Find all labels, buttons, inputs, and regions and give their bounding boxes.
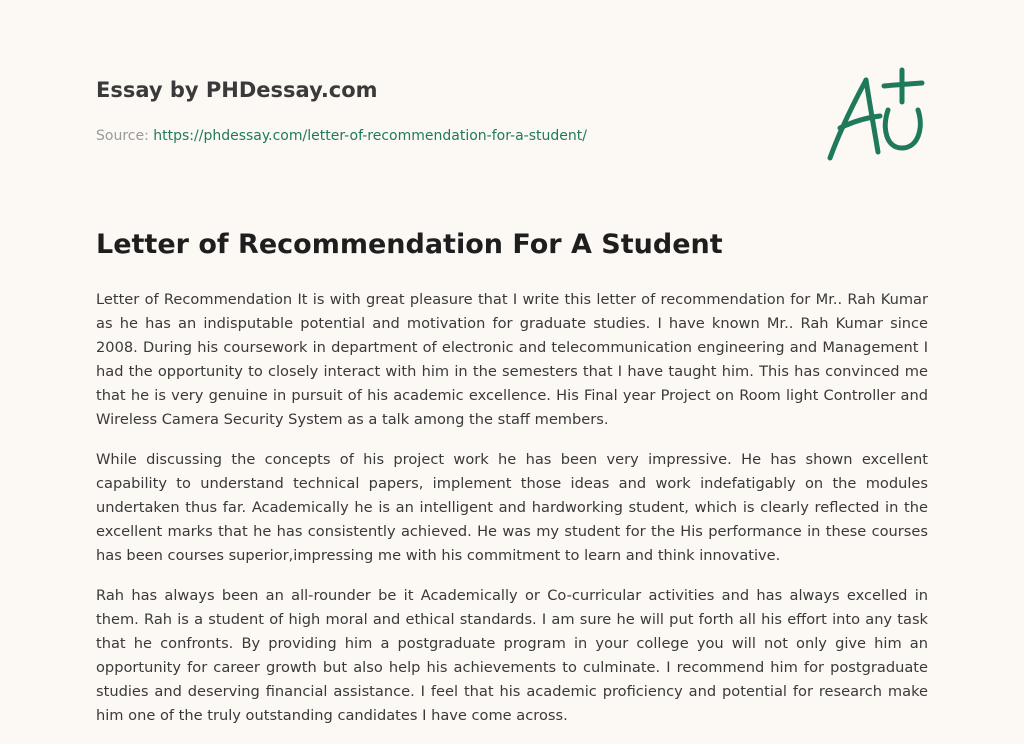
a-plus-logo-icon — [822, 66, 934, 166]
brand-title: Essay by PHDessay.com — [96, 78, 378, 102]
article-body — [96, 288, 928, 728]
source-link[interactable]: https://phdessay.com/letter-of-recommendation-for-a-student/ — [153, 128, 587, 144]
paragraph-2: While discussing the concepts of his project work he has been very impressive. He has shown excellent capability to understand technical papers, implement those ideas and work indefatigably on the modules undertaken thus far. Academically he is an intelligent and hardworking student, which is clearly reflected in the excellent marks that he has consistently achieved. He was my student for the His performance in these courses has been courses superior,impressing me with his commitment to learn and think innovative. — [96, 451, 928, 564]
article-title: Letter of Recommendation For A Student — [96, 229, 723, 260]
source-label: Source: — [96, 128, 149, 144]
paragraph-1: Letter of Recommendation It is with great pleasure that I write this letter of recommendation for Mr.. Rah Kumar as he has an indisputable potential and motivation for graduate studies. I have known Mr.. Rah Kumar since 2008. During his coursework in department of electronic and telecommunication engineering and Management I had the opportunity to closely interact with him in the semesters that I have taught him. This has convinced me that he is very genuine in pursuit of his academic excellence. His Final year Project on Room light Controller and Wireless Camera Security System as a talk among the staff members. — [96, 291, 928, 428]
paragraph-3: Rah has always been an all-rounder be it Academically or Co-curricular activities and has always excelled in them. Rah is a student of high moral and ethical standards. I am sure he will put forth all his effort into any task that he confronts. By providing him a postgraduate program in your college you will not only give him an opportunity for career growth but also help his achievements to culminate. I recommend him for postgraduate studies and deserving financial assistance. I feel that his academic proficiency and potential for research make him one of the truly outstanding candidates I have come across. — [96, 587, 928, 724]
article — [96, 226, 928, 744]
source-line — [96, 126, 716, 146]
site-header — [96, 76, 716, 146]
